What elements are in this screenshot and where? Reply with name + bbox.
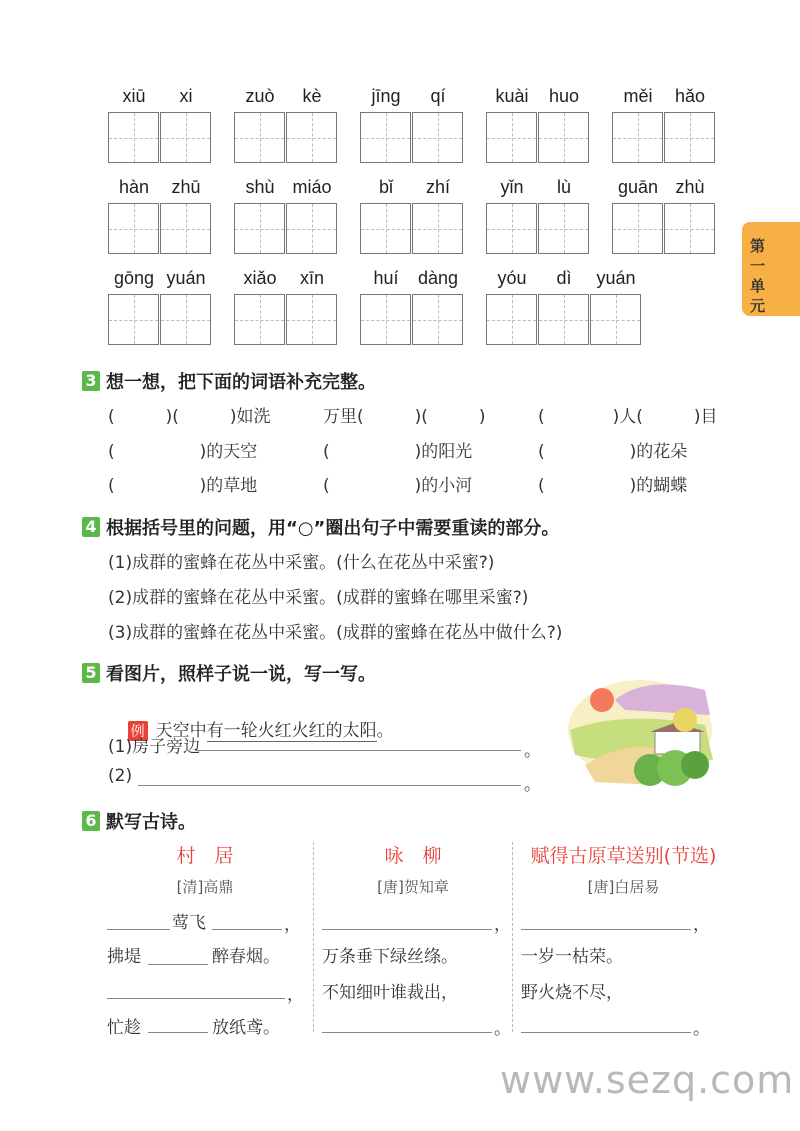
blank[interactable] [212, 929, 282, 930]
tianzige-cell[interactable] [538, 112, 589, 163]
sentence-item[interactable]: (2)成群的蜜蜂在花丛中采蜜。(成群的蜜蜂在哪里采蜜?) [108, 588, 529, 608]
example-prefix: 天空中 [155, 721, 207, 741]
pinyin-label: hǎo [674, 86, 706, 106]
example-underlined: 有一轮火红火红的太阳 [206, 721, 377, 741]
answer-line-1[interactable] [196, 750, 521, 751]
comma: ， [287, 985, 304, 1005]
blank[interactable] [148, 1032, 208, 1033]
tianzige-cell[interactable] [412, 203, 463, 254]
poem-author: [唐]白居易 [587, 878, 660, 896]
pinyin-label: zhí [425, 177, 450, 197]
blank[interactable] [107, 998, 285, 999]
column-divider [313, 842, 314, 1032]
poem-text: 忙趁 [107, 1018, 141, 1038]
comma: ， [284, 915, 301, 935]
watermark: www.sezq.com [500, 1058, 795, 1102]
pinyin-label: bǐ [378, 177, 393, 197]
fill-item[interactable]: ( )的小河 [323, 476, 473, 496]
sentence-item[interactable]: (1)成群的蜜蜂在花丛中采蜜。(什么在花丛中采蜜?) [108, 553, 495, 573]
tianzige-cell[interactable] [412, 112, 463, 163]
poem-text: 不知细叶谁裁出， [322, 983, 458, 1003]
fill-item[interactable]: 万里( )( ) [323, 407, 486, 427]
comma: ， [494, 915, 511, 935]
pinyin-label: zuò [245, 86, 275, 106]
poem-title: 村 居 [176, 845, 234, 867]
section-title: 根据括号里的问题，用“○”圈出句子中需要重读的部分。 [106, 518, 560, 539]
blank[interactable] [148, 964, 208, 965]
section-number-badge: 4 [82, 517, 100, 537]
poem-text: 野火烧不尽， [521, 983, 623, 1003]
tianzige-cell[interactable] [486, 112, 537, 163]
poem-author: [清]高鼎 [176, 878, 234, 896]
blank[interactable] [521, 929, 691, 930]
poem-title: 赋得古原草送别(节选) [530, 845, 717, 867]
tianzige-cell[interactable] [108, 203, 159, 254]
blank[interactable] [322, 1032, 492, 1033]
pinyin-label: xiū [122, 86, 146, 106]
pinyin-label: dì [556, 268, 572, 288]
period: 。 [524, 741, 541, 761]
tianzige-cell[interactable] [486, 203, 537, 254]
tianzige-cell[interactable] [286, 112, 337, 163]
tianzige-cell[interactable] [360, 112, 411, 163]
section-title: 默写古诗。 [106, 812, 196, 833]
tianzige-cell[interactable] [538, 203, 589, 254]
pinyin-label: qí [430, 86, 446, 106]
section-number-badge: 6 [82, 811, 100, 831]
fill-item[interactable]: ( )的天空 [108, 442, 258, 462]
unit-tab [742, 222, 800, 316]
pinyin-label: xīn [299, 268, 324, 288]
blank[interactable] [521, 1032, 691, 1033]
pinyin-label: miáo [292, 177, 332, 197]
fill-item[interactable]: ( )的蝴蝶 [538, 476, 688, 496]
fill-item[interactable]: ( )( )如洗 [108, 407, 271, 427]
fill-item[interactable]: ( )的花朵 [538, 442, 688, 462]
pinyin-label: jīng [371, 86, 401, 106]
pinyin-label: hàn [118, 177, 150, 197]
pinyin-label: yuán [596, 268, 636, 288]
example-tag: 例 [128, 721, 148, 741]
fill-item[interactable]: ( )的草地 [108, 476, 258, 496]
tianzige-cell[interactable] [160, 203, 211, 254]
tianzige-cell[interactable] [234, 112, 285, 163]
poem-text: 万条垂下绿丝绦。 [322, 947, 458, 967]
poem-text: 一岁一枯荣。 [521, 947, 623, 967]
fill-item[interactable]: ( )人( )目 [538, 407, 718, 427]
section-3-header [82, 368, 376, 394]
tianzige-cell[interactable] [412, 294, 463, 345]
tianzige-cell[interactable] [664, 203, 715, 254]
tianzige-cell[interactable] [360, 294, 411, 345]
poem-text: 莺飞 [172, 913, 206, 933]
tianzige-cell[interactable] [486, 294, 537, 345]
section-title: 看图片，照样子说一说，写一写。 [106, 664, 376, 685]
tianzige-cell[interactable] [590, 294, 641, 345]
item-2-label: (2) [108, 766, 133, 786]
tianzige-cell[interactable] [612, 112, 663, 163]
tianzige-cell[interactable] [234, 203, 285, 254]
section-number-badge: 3 [82, 371, 100, 391]
tianzige-cell[interactable] [108, 294, 159, 345]
section-5-header [82, 660, 376, 686]
tianzige-cell[interactable] [108, 112, 159, 163]
pinyin-label: zhū [171, 177, 201, 197]
poem-text: 放纸鸢。 [212, 1018, 280, 1038]
pinyin-label: gōng [113, 268, 155, 288]
poem-text: 拂堤 [107, 947, 141, 967]
pinyin-label: xi [179, 86, 193, 106]
pinyin-label: měi [623, 86, 653, 106]
pinyin-label: huo [548, 86, 580, 106]
section-title: 想一想，把下面的词语补充完整。 [106, 372, 376, 393]
blank[interactable] [322, 929, 492, 930]
blank[interactable] [107, 929, 170, 930]
tianzige-cell[interactable] [286, 203, 337, 254]
tianzige-cell[interactable] [538, 294, 589, 345]
unit-tab-label: 第一单元 [750, 237, 766, 315]
section-6-header [82, 808, 196, 834]
section-4-header [82, 514, 559, 540]
tianzige-cell[interactable] [360, 203, 411, 254]
period: 。 [494, 1019, 511, 1039]
poem-author: [唐]贺知章 [377, 878, 449, 896]
tianzige-cell[interactable] [160, 112, 211, 163]
tianzige-cell[interactable] [612, 203, 663, 254]
section-number-badge: 5 [82, 663, 100, 683]
poem-title: 咏 柳 [384, 845, 442, 867]
pinyin-label: yǐn [500, 177, 524, 197]
pinyin-label: kè [302, 86, 322, 106]
pinyin-label: shù [245, 177, 275, 197]
pinyin-label: kuài [495, 86, 529, 106]
pinyin-label: xiǎo [243, 268, 277, 288]
pinyin-label: lù [556, 177, 571, 197]
pinyin-label: zhù [675, 177, 705, 197]
pinyin-label: yóu [497, 268, 527, 288]
pinyin-label: guān [617, 177, 659, 197]
tianzige-cell[interactable] [234, 294, 285, 345]
period: 。 [693, 1019, 710, 1039]
column-divider [512, 842, 513, 1032]
tianzige-cell[interactable] [286, 294, 337, 345]
village-illustration [565, 670, 715, 788]
pinyin-label: huí [373, 268, 399, 288]
answer-line-2[interactable] [138, 785, 521, 786]
poem-text: 醉春烟。 [212, 947, 280, 967]
example-end: 。 [376, 721, 394, 741]
sentence-item[interactable]: (3)成群的蜜蜂在花丛中采蜜。(成群的蜜蜂在花丛中做什么?) [108, 623, 563, 643]
pinyin-label: yuán [166, 268, 206, 288]
item-1-label: (1)房子旁边 [108, 737, 201, 757]
pinyin-label: dàng [417, 268, 459, 288]
comma: ， [693, 915, 710, 935]
tianzige-cell[interactable] [160, 294, 211, 345]
tianzige-cell[interactable] [664, 112, 715, 163]
fill-item[interactable]: ( )的阳光 [323, 442, 473, 462]
period: 。 [524, 775, 541, 795]
